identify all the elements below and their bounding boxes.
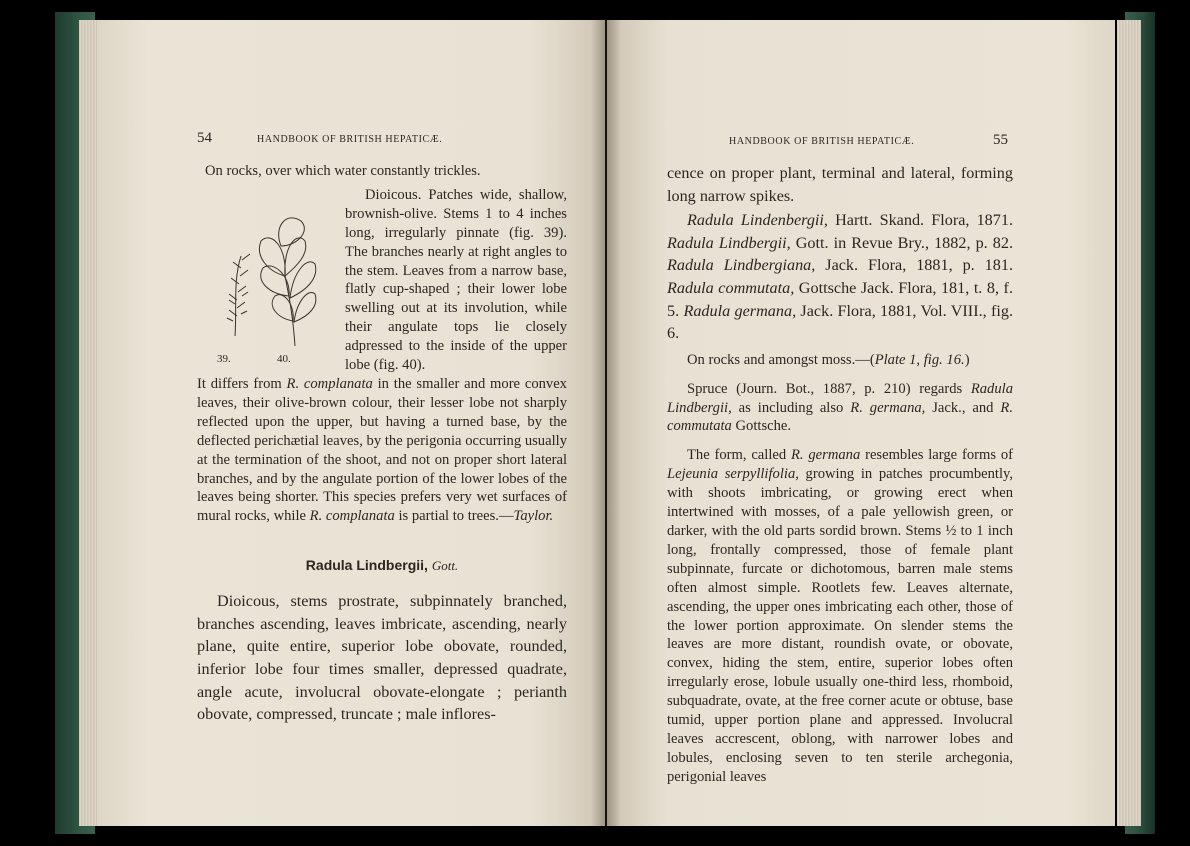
species-heading: Radula Lindbergii, Gott. bbox=[305, 557, 459, 574]
inflorescence-continuation: cence on proper plant, terminal and lateral, forming long narrow spikes. bbox=[667, 164, 1013, 205]
running-head: HANDBOOK OF BRITISH HEPATICÆ. bbox=[729, 136, 915, 147]
spruce-paragraph: Spruce (Journ. Bot., 1887, p. 210) regards Radula Lindbergii, as including also R. germana, Jack., and R. commutata Gottsche. bbox=[667, 380, 1013, 435]
right-page bbox=[607, 20, 1115, 826]
dioicous-paragraph: Dioicous. Patches wide, shallow, brownish-olive. Stems 1 to 4 inches long, irregularly pinnate (fig. 39). The branches nearly at right angles to the stem. Leaves from a narrow base, flatly cup-shaped ; their lower lobe swelling out at its involution, while their angulate tops lie closely adpressed to the inside of the upper lobe (fig. 40). bbox=[345, 186, 567, 374]
plant-figure bbox=[197, 186, 339, 366]
running-head: HANDBOOK OF BRITISH HEPATICÆ. bbox=[257, 134, 443, 145]
differs-paragraph: It differs from R. complanata in the smaller and more convex leaves, their olive-brown colour, their lesser lobe not sharply reflected upon the upper, but having a turned base, by the deflected perichætial leaves, by the perigonia occurring usually at the termination of the shoot, and not on proper short lateral branches, and by the angulate portion of the lower lobes of the leaves being shorter. This species prefers very wet surfaces of mural rocks, while R. complanata is partial to trees.—Taylor. bbox=[197, 375, 567, 525]
figure-label-39: 39. bbox=[217, 352, 231, 365]
page-edges-right bbox=[1117, 20, 1141, 826]
species-description: Dioicous, stems prostrate, subpinnately branched, branches ascending, leaves imbricate, ascending, nearly plane, quite entire, superior lobe obovate, rounded, inferior lobe four times smaller, depressed quadrate, angle acute, involucral obovate-elongate ; perianth obovate, compressed, truncate ; male inflores- bbox=[197, 592, 567, 724]
left-page-body bbox=[197, 162, 567, 726]
left-page bbox=[97, 20, 605, 826]
habitat-line: On rocks, over which water constantly trickles. bbox=[205, 163, 481, 179]
plant-illustration bbox=[197, 186, 339, 366]
synonymy-paragraph: Radula Lindenbergii, Hartt. Skand. Flora, 1871. Radula Lindbergii, Gott. in Revue Bry., 1882, p. 82. Radula Lindbergiana, Jack. Flora, 1881, p. 181. Radula commutata, Gottsche Jack. Flora, 181, t. 8, f. 5. Radula germana, Jack. Flora, 1881, Vol. VIII., fig. 6. bbox=[667, 211, 1014, 343]
open-book bbox=[55, 12, 1155, 834]
page-number: 55 bbox=[993, 132, 1008, 148]
figure-label-40: 40. bbox=[277, 352, 291, 365]
form-paragraph: The form, called R. germana resembles large forms of Lejeunia serpyllifolia, growing in patches procumbently, with shoots imbricating, or growing erect when intertwined with mosses, of a pale yellowish green, or darker, with the old parts sordid brown. Stems ½ to 1 inch long, frontally compressed, those of female plant subpinnate, furcate or dichotomous, barren male stems often almost simple. Rootlets few. Leaves alternate, ascending, the upper ones imbricating each other, those of the lower portion approximate. On slender stems the leaves are more distant, roundish ovate, or obovate, convex, hiding the stem, entire, superior lobes often irregularly erose, lobule usually one-third less, rhomboid, subquadrate, ovate, at the free corner acute or obtuse, base tumid, upper portion plane and appressed. Involucral leaves accrescent, oblong, with narrower lobes and lobules, enclosing seven to ten sterile archegonia, perigonial leaves bbox=[667, 447, 1013, 785]
book-gutter bbox=[591, 20, 621, 826]
right-page-body bbox=[667, 162, 1013, 787]
habitat-paragraph: On rocks and amongst moss.—(Plate 1, fig. 16.) bbox=[687, 351, 970, 368]
page-number: 54 bbox=[197, 130, 212, 146]
